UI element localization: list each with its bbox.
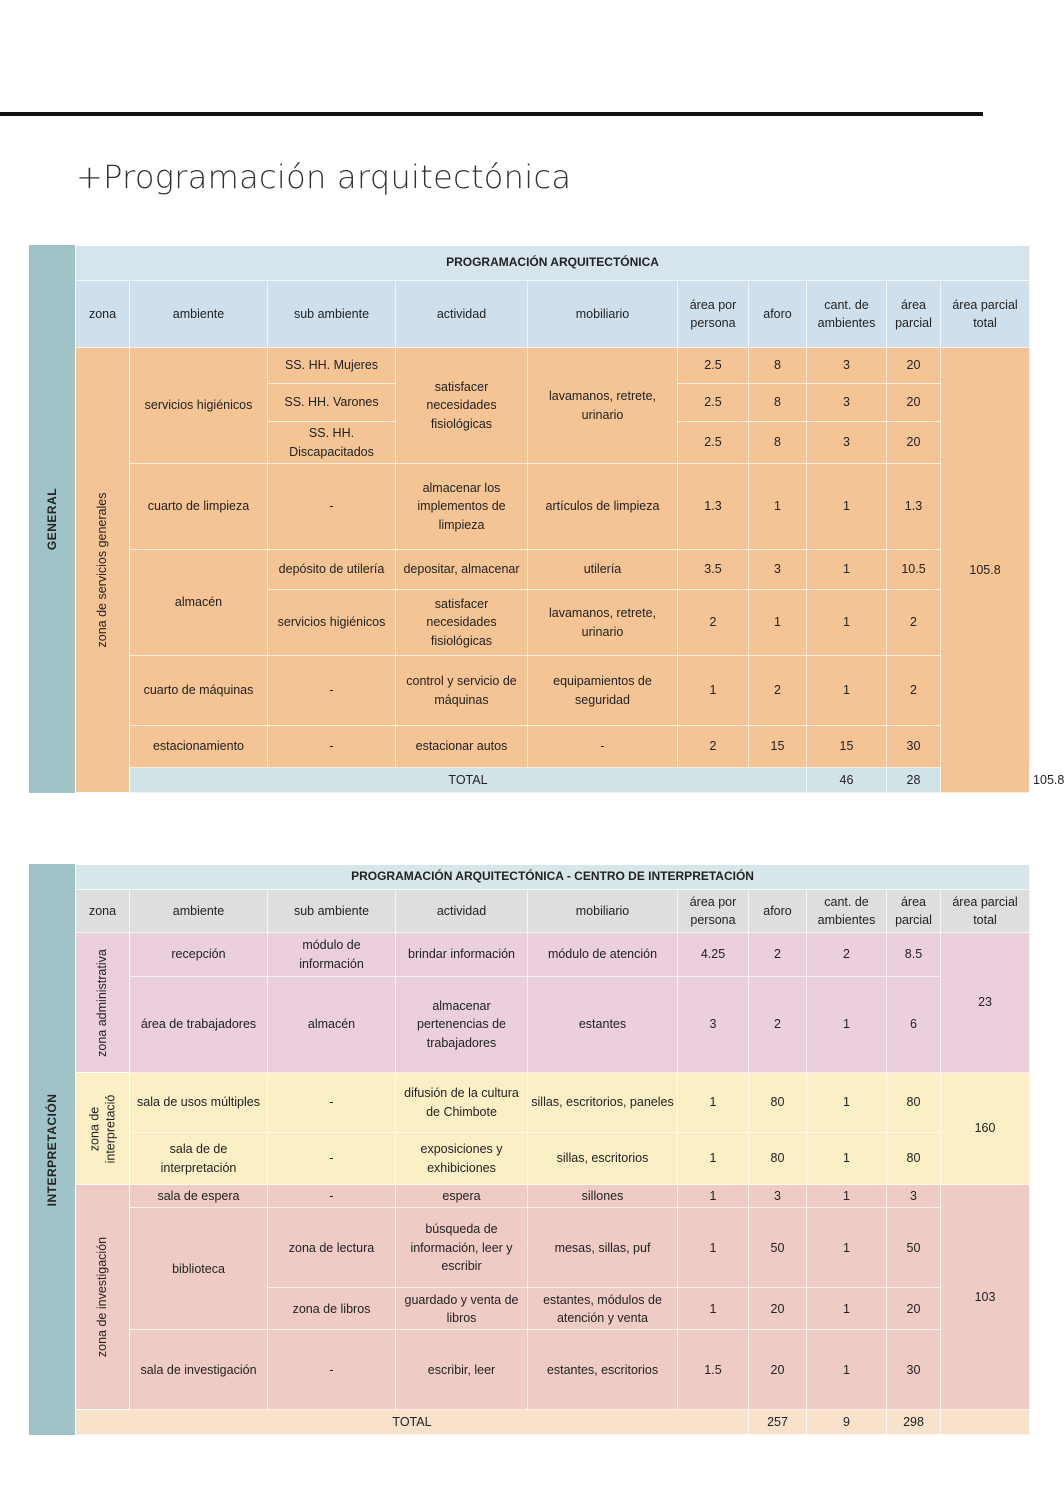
ambiente-cell: servicios higiénicos	[130, 348, 268, 464]
table-row: biblioteca zona de lectura búsqueda de información, leer y escribir mesas, sillas, puf 1 50 1 50	[76, 1208, 1030, 1288]
total-label: TOTAL	[76, 1410, 749, 1435]
table-row: SS. HH. Varones 2.5 8 3 20	[76, 384, 1030, 422]
table-row: zona de servicios generales servicios higiénicos SS. HH. Mujeres satisfacer necesidades fisiológicas lavamanos, retrete, urinario 2.5 8 3 20 105.8	[76, 348, 1030, 384]
header-cell: área parcial	[887, 890, 941, 933]
header-cell: aforo	[749, 281, 807, 348]
table-row: zona de investigación sala de espera - espera sillones 1 3 1 3 103	[76, 1185, 1030, 1208]
total-label: TOTAL	[130, 768, 807, 793]
header-cell: área por persona	[678, 281, 749, 348]
header-cell: área parcial total	[941, 281, 1030, 348]
zone-cell: zona de interpretació	[76, 1073, 130, 1185]
zone-cell: zona de investigación	[76, 1185, 130, 1410]
table-row: estacionamiento - estacionar autos - 2 15 15 30	[76, 726, 1030, 768]
header-cell: zona	[76, 281, 130, 348]
total-row: TOTAL 46 28 105.8	[76, 768, 1030, 793]
table-row: almacén depósito de utilería depositar, almacenar utilería 3.5 3 1 10.5	[76, 550, 1030, 590]
page-title: +Programación arquitectónica	[76, 158, 572, 196]
table-row: SS. HH. Discapacitados 2.5 8 3 20	[76, 422, 1030, 464]
header-cell: mobiliario	[528, 281, 678, 348]
header-cell: zona	[76, 890, 130, 933]
table-row: cuarto de máquinas - control y servicio de máquinas equipamientos de seguridad 1 2 1 2	[76, 656, 1030, 726]
table-row: zona administrativa recepción módulo de información brindar información módulo de atención 4.25 2 2 8.5 23	[76, 933, 1030, 977]
interpretation-table-block	[29, 864, 1029, 1435]
header-cell: actividad	[396, 281, 528, 348]
table-row: zona de libros guardado y venta de libros estantes, módulos de atención y venta 1 20 1 20	[76, 1288, 1030, 1330]
table-title: PROGRAMACIÓN ARQUITECTÓNICA - CENTRO DE INTERPRETACIÓN	[76, 865, 1030, 890]
zone-cell: zona de servicios generales	[76, 348, 130, 793]
header-cell: sub ambiente	[268, 890, 396, 933]
general-table-block	[29, 245, 1064, 793]
header-cell: actividad	[396, 890, 528, 933]
zone-total-cell: 103	[941, 1185, 1030, 1410]
header-cell: cant. de ambientes	[807, 890, 887, 933]
header-cell: área por persona	[678, 890, 749, 933]
table-row: sala de de interpretación - exposiciones y exhibiciones sillas, escritorios 1 80 1 80	[76, 1133, 1030, 1185]
zone-total-cell: 105.8	[941, 348, 1030, 793]
header-cell: sub ambiente	[268, 281, 396, 348]
top-rule	[0, 112, 983, 116]
general-program-table	[75, 245, 1064, 793]
table-row: sala de investigación - escribir, leer estantes, escritorios 1.5 20 1 30	[76, 1330, 1030, 1410]
table-row: cuarto de limpieza - almacenar los implementos de limpieza artículos de limpieza 1.3 1 1 1.3	[76, 464, 1030, 550]
header-row	[76, 281, 1030, 348]
header-cell: ambiente	[130, 281, 268, 348]
table-title: PROGRAMACIÓN ARQUITECTÓNICA	[76, 246, 1030, 281]
header-cell: ambiente	[130, 890, 268, 933]
header-cell: área parcial total	[941, 890, 1030, 933]
side-label-general: GENERAL	[29, 245, 75, 793]
header-cell: mobiliario	[528, 890, 678, 933]
zone-cell: zona administrativa	[76, 933, 130, 1073]
header-row	[76, 890, 1030, 933]
header-cell: área parcial	[887, 281, 941, 348]
header-cell: cant. de ambientes	[807, 281, 887, 348]
side-label-interpretacion: INTERPRETACIÓN	[29, 864, 75, 1435]
table-row: zona de interpretació sala de usos múltiples - difusión de la cultura de Chimbote sillas, escritorios, paneles 1 80 1 80 160	[76, 1073, 1030, 1133]
table-row: área de trabajadores almacén almacenar pertenencias de trabajadores estantes 3 2 1 6	[76, 977, 1030, 1073]
total-row: TOTAL 257 9 298	[76, 1410, 1030, 1435]
header-cell: aforo	[749, 890, 807, 933]
interpretation-program-table	[75, 864, 1030, 1435]
zone-total-cell: 23	[941, 933, 1030, 1073]
zone-total-cell: 160	[941, 1073, 1030, 1185]
table-row: servicios higiénicos satisfacer necesidades fisiológicas lavamanos, retrete, urinario 2 1 1 2	[76, 590, 1030, 656]
